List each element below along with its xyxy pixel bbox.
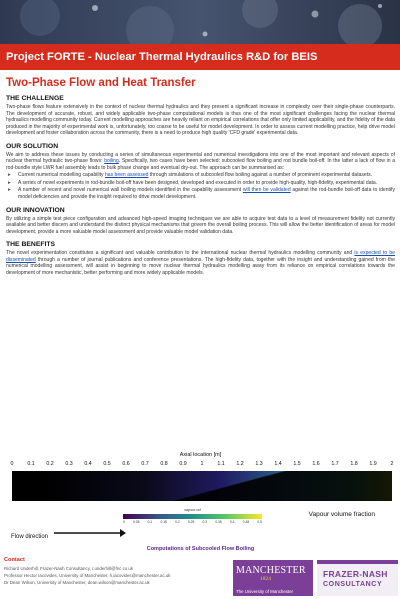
simulation-figure — [6, 452, 395, 558]
uom-logo-text: MANCHESTER — [236, 565, 306, 576]
vapour-fraction-label: Vapour volume fraction — [308, 511, 375, 518]
bullet-text: A number of recent and novel numerical wall boiling models identified in the capability assessment — [18, 187, 243, 194]
solution-heading: OUR SOLUTION — [6, 142, 59, 150]
fnc-logo-line1: FRAZER-NASH — [323, 569, 388, 579]
colorbar-tick-label: 0.3 — [202, 520, 208, 524]
banner-graphic — [0, 0, 400, 44]
colorbar-tick-label: 0.1 — [147, 520, 153, 524]
colorbar-tick-label: 0.4 — [229, 520, 235, 524]
innovation-text: By utilizing a simple test piece configuration and advanced high-speed imaging techniques we are able to acquire test data to a level of measurement fidelity not currently available and better discern and understand the distinct physical mechanisms that govern the overall boiling process. This will allow the better identification of areas for model development, provide a more valuable model assessment and provide valuable model validation data. — [6, 215, 395, 235]
challenge-text: Two-phase flows feature extensively in the context of nuclear thermal hydraulics and they present a significant increase in complexity over their single-phase counterparts. The development of accurate, robust, and widely applicable two-phase computational models is thus one of the most significant challenges facing the nuclear thermal hydraulics modelling community today. Current modelling approaches are heavily reliant on empirical correlations that offer only limited applicability, and the fidelity of the data produced in the majority of experimental work is, unfortunately, too coarse to be useful for model development. In order to assess current modelling practice, help drive model development and foster collaboration across the community, there is a need to produce high quality 'CFD grade' experimental data. — [6, 104, 395, 137]
colorbar-tick-label: 0.25 — [187, 520, 195, 524]
axis-tick-label: 1.2 — [236, 461, 244, 467]
contact-line: Professor Hector Iacovides, University of Manchester, h.iacovides@manchester.ac.uk — [4, 573, 171, 578]
uom-logo-subtitle: The University of Manchester — [236, 589, 294, 594]
main-content — [6, 73, 395, 276]
validated-link[interactable]: will then be validated — [242, 187, 291, 194]
benefits-text-a: The novel experimentation constitutes a significant and valuable contribution to the international nuclear thermal hydraulics modelling community and — [6, 250, 355, 257]
colorbar-tick-label: 0.5 — [257, 520, 262, 524]
list-item — [6, 172, 395, 179]
contact-line: Richard Underhill, Frazer-Nash Consultancy, r.underhill@fnc.co.uk — [4, 566, 134, 571]
solution-bullet-list — [6, 172, 395, 200]
flow-direction-label: Flow direction — [11, 534, 49, 540]
axis-tick-label: 0.7 — [141, 461, 149, 467]
flow-arrow-icon — [54, 529, 126, 537]
uom-logo-year: 1824 — [260, 576, 271, 582]
solution-text-a: We aim to address these issues by conducting a series of simultaneous experimental and numerical investigations into one of the most important and relevant aspects of nuclear thermal hydraulic two-phase flows: — [6, 151, 395, 165]
contact-line: Dr Dean Wilson, University of Manchester, dean.wilson@manchester.ac.uk — [4, 580, 150, 585]
axis-tick-label: 1.9 — [369, 461, 377, 467]
disseminated-link[interactable]: is expected to be disseminated — [6, 250, 395, 263]
axis-tick-label: 1.4 — [274, 461, 282, 467]
university-of-manchester-logo — [233, 560, 313, 596]
axis-tick-label: 0.3 — [65, 461, 73, 467]
page-subtitle: Two-Phase Flow and Heat Transfer — [6, 77, 196, 89]
colorbar-tick-label: 0.05 — [133, 520, 140, 524]
innovation-heading: OUR INNOVATION — [6, 206, 65, 214]
fnc-logo-line2: CONSULTANCY — [323, 581, 383, 588]
boiling-link[interactable]: boiling — [104, 158, 119, 165]
project-title: Project FORTE - Nuclear Thermal Hydraulics R&D for BEIS — [0, 44, 400, 70]
axis-tick-label: 1.6 — [312, 461, 320, 467]
axis-tick-label: 0.1 — [27, 461, 35, 467]
axis-tick-label: 0 — [10, 461, 14, 467]
bullet-text: against the rod-bundle boil-off data to identify model deficiencies and provide the insight required to drive model development. — [18, 187, 395, 201]
colorbar-tick-label: 0.15 — [160, 520, 167, 524]
contact-heading: Contact — [4, 557, 25, 563]
axis-tick-label: 1 — [200, 461, 204, 467]
axis-tick-label: 0.4 — [84, 461, 92, 467]
assessed-link[interactable]: has been assessed — [104, 172, 149, 179]
axis-tick-label: 0.5 — [103, 461, 111, 467]
axis-tick-label: 1.7 — [331, 461, 339, 467]
axis-tick-label: 0.2 — [46, 461, 54, 467]
axis-tick-label: 1.5 — [293, 461, 301, 467]
colorbar-ticks — [123, 520, 262, 524]
vapour-fraction-field — [12, 471, 392, 501]
bullet-text: through simulations of subcooled flow boiling against a number of prominent experimental datasets. — [148, 172, 373, 179]
figure-caption: Computations of Subcooled Flow Boiling — [146, 546, 255, 552]
colorbar-tick-label: 0.2 — [175, 520, 180, 524]
fnc-logo-bar — [317, 560, 398, 564]
axis-tick-label: 2 — [390, 461, 394, 467]
list-item — [6, 180, 395, 187]
colorbar-title: vapour.vof — [184, 508, 201, 512]
axis-tick-label: 1.8 — [350, 461, 358, 467]
benefits-heading: THE BENEFITS — [6, 241, 56, 249]
challenge-heading: THE CHALLENGE — [6, 95, 64, 102]
solution-text — [6, 152, 395, 172]
header-banner-image — [0, 0, 400, 44]
axis-tick-label: 1.1 — [217, 461, 225, 467]
list-item — [6, 187, 395, 200]
benefits-text-b: through a number of journal publications and conference presentations. The high-fidelity data, together with the insight and understanding gained from the numerical modelling assessment, will assist in beginning to move nuclear thermal hydraulics modelling away from its reliance on empirical correlations towards the development of more mechanistic, better performing and more widely applicable models. — [6, 256, 395, 276]
bullet-text: Current numerical modelling capability — [18, 172, 105, 179]
frazer-nash-logo — [317, 560, 398, 596]
colorbar-tick-label: 0.35 — [215, 520, 222, 524]
colorbar-tick-label: 0 — [123, 520, 125, 524]
footer — [0, 557, 400, 599]
axis-title: Axial location [m] — [179, 452, 222, 458]
colorbar-tick-label: 0.45 — [242, 520, 250, 524]
axis-tick-label: 0.6 — [122, 461, 130, 467]
solution-text-b: . Specifically, two cases have been selected: subcooled flow boiling and rod bundle boil-off. In the latter a lack of flow in a rod-bundle style LWR fuel assembly leads to bulk phase change and eventual dry-out. The approach can be summarised as: — [6, 158, 396, 171]
liquid-region — [12, 471, 392, 501]
axis-tick-label: 0.8 — [160, 461, 168, 467]
axis-tick-label: 0.9 — [179, 461, 187, 467]
axis-tick-label: 1.3 — [255, 461, 263, 467]
colorbar — [123, 514, 262, 519]
benefits-text — [6, 250, 395, 276]
bullet-text: A series of novel experiments in rod-bundle boil-off have been designed, developed and executed in order to provide high-quality, high-fidelity, experimental data. — [18, 179, 378, 186]
